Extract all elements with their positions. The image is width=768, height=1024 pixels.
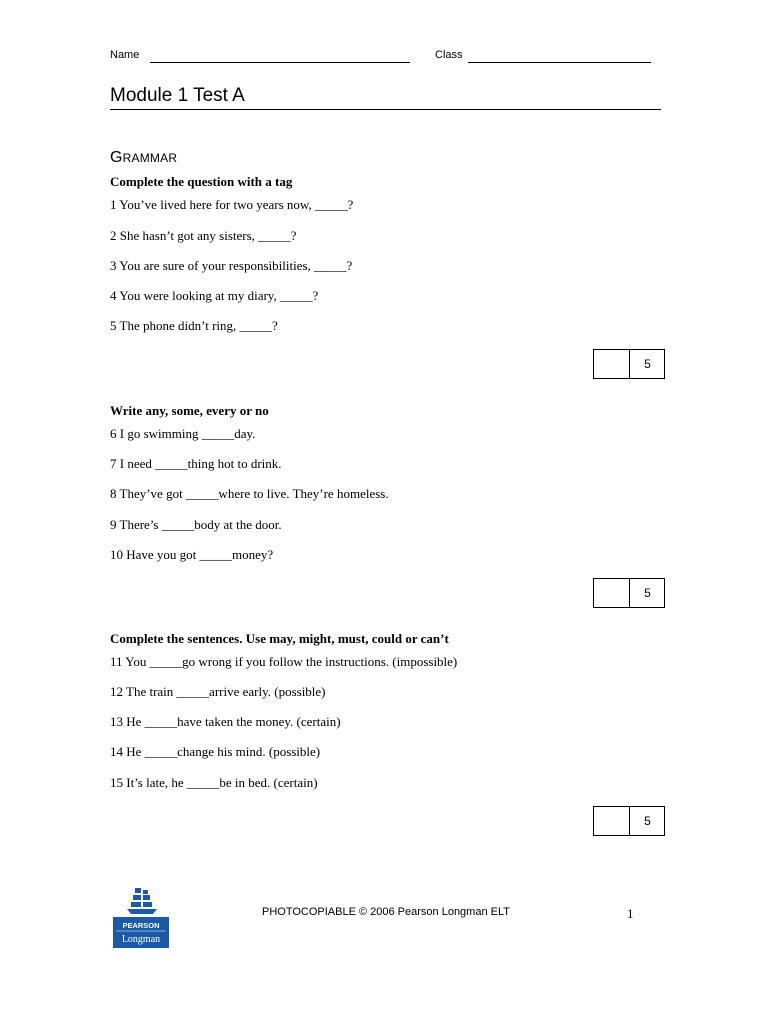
class-label: Class [435, 49, 463, 61]
ship-logo-icon [113, 886, 169, 948]
section-heading-grammar [110, 149, 177, 167]
page-number: 1 [627, 906, 634, 921]
name-field-line[interactable] [150, 62, 410, 63]
question-1: 1 You’ve lived here for two years now, _____? [110, 197, 354, 212]
question-9: 9 There’s _____body at the door. [110, 517, 282, 532]
score-input-cell-2[interactable] [594, 579, 630, 607]
pearson-longman-logo [113, 886, 169, 948]
score-total-2: 5 [644, 586, 651, 600]
question-5: 5 The phone didn’t ring, _____? [110, 318, 278, 333]
exercise-1-instruction: Complete the question with a tag [110, 174, 293, 189]
exercise-3-instruction: Complete the sentences. Use may, might, must, could or can’t [110, 631, 449, 646]
exercise-2-instruction: Write any, some, every or no [110, 403, 269, 418]
score-total-3: 5 [644, 814, 651, 828]
score-box-2 [593, 578, 665, 608]
logo-brand-bottom: Longman [121, 934, 161, 945]
question-14: 14 He _____change his mind. (possible) [110, 744, 321, 759]
question-6: 6 I go swimming _____day. [110, 426, 256, 441]
question-3: 3 You are sure of your responsibilities, _____? [110, 258, 353, 273]
question-4: 4 You were looking at my diary, _____? [110, 288, 319, 303]
page-title: Module 1 Test A [110, 85, 245, 106]
question-13: 13 He _____have taken the money. (certain) [110, 714, 341, 729]
logo-brand-top: PEARSON [122, 921, 160, 930]
score-input-cell-3[interactable] [594, 807, 630, 835]
class-field-line[interactable] [468, 62, 651, 63]
question-10: 10 Have you got _____money? [110, 547, 274, 562]
question-15: 15 It’s late, he _____be in bed. (certain) [110, 775, 318, 790]
header-row [110, 48, 670, 66]
name-label: Name [110, 49, 140, 61]
question-12: 12 The train _____arrive early. (possible) [110, 684, 326, 699]
score-total-1: 5 [644, 357, 651, 371]
section-heading-rest: RAMMAR [122, 151, 178, 165]
title-divider [110, 109, 661, 110]
footer-copyright: PHOTOCOPIABLE © 2006 Pearson Longman ELT [262, 906, 510, 918]
score-box-3 [593, 806, 665, 836]
question-8: 8 They’ve got _____where to live. They’re homeless. [110, 486, 389, 501]
question-2: 2 She hasn’t got any sisters, _____? [110, 228, 297, 243]
score-input-cell-1[interactable] [594, 350, 630, 378]
question-7: 7 I need _____thing hot to drink. [110, 456, 282, 471]
score-box-1 [593, 349, 665, 379]
question-11: 11 You _____go wrong if you follow the instructions. (impossible) [110, 654, 458, 669]
section-heading-initial: G [110, 149, 123, 166]
